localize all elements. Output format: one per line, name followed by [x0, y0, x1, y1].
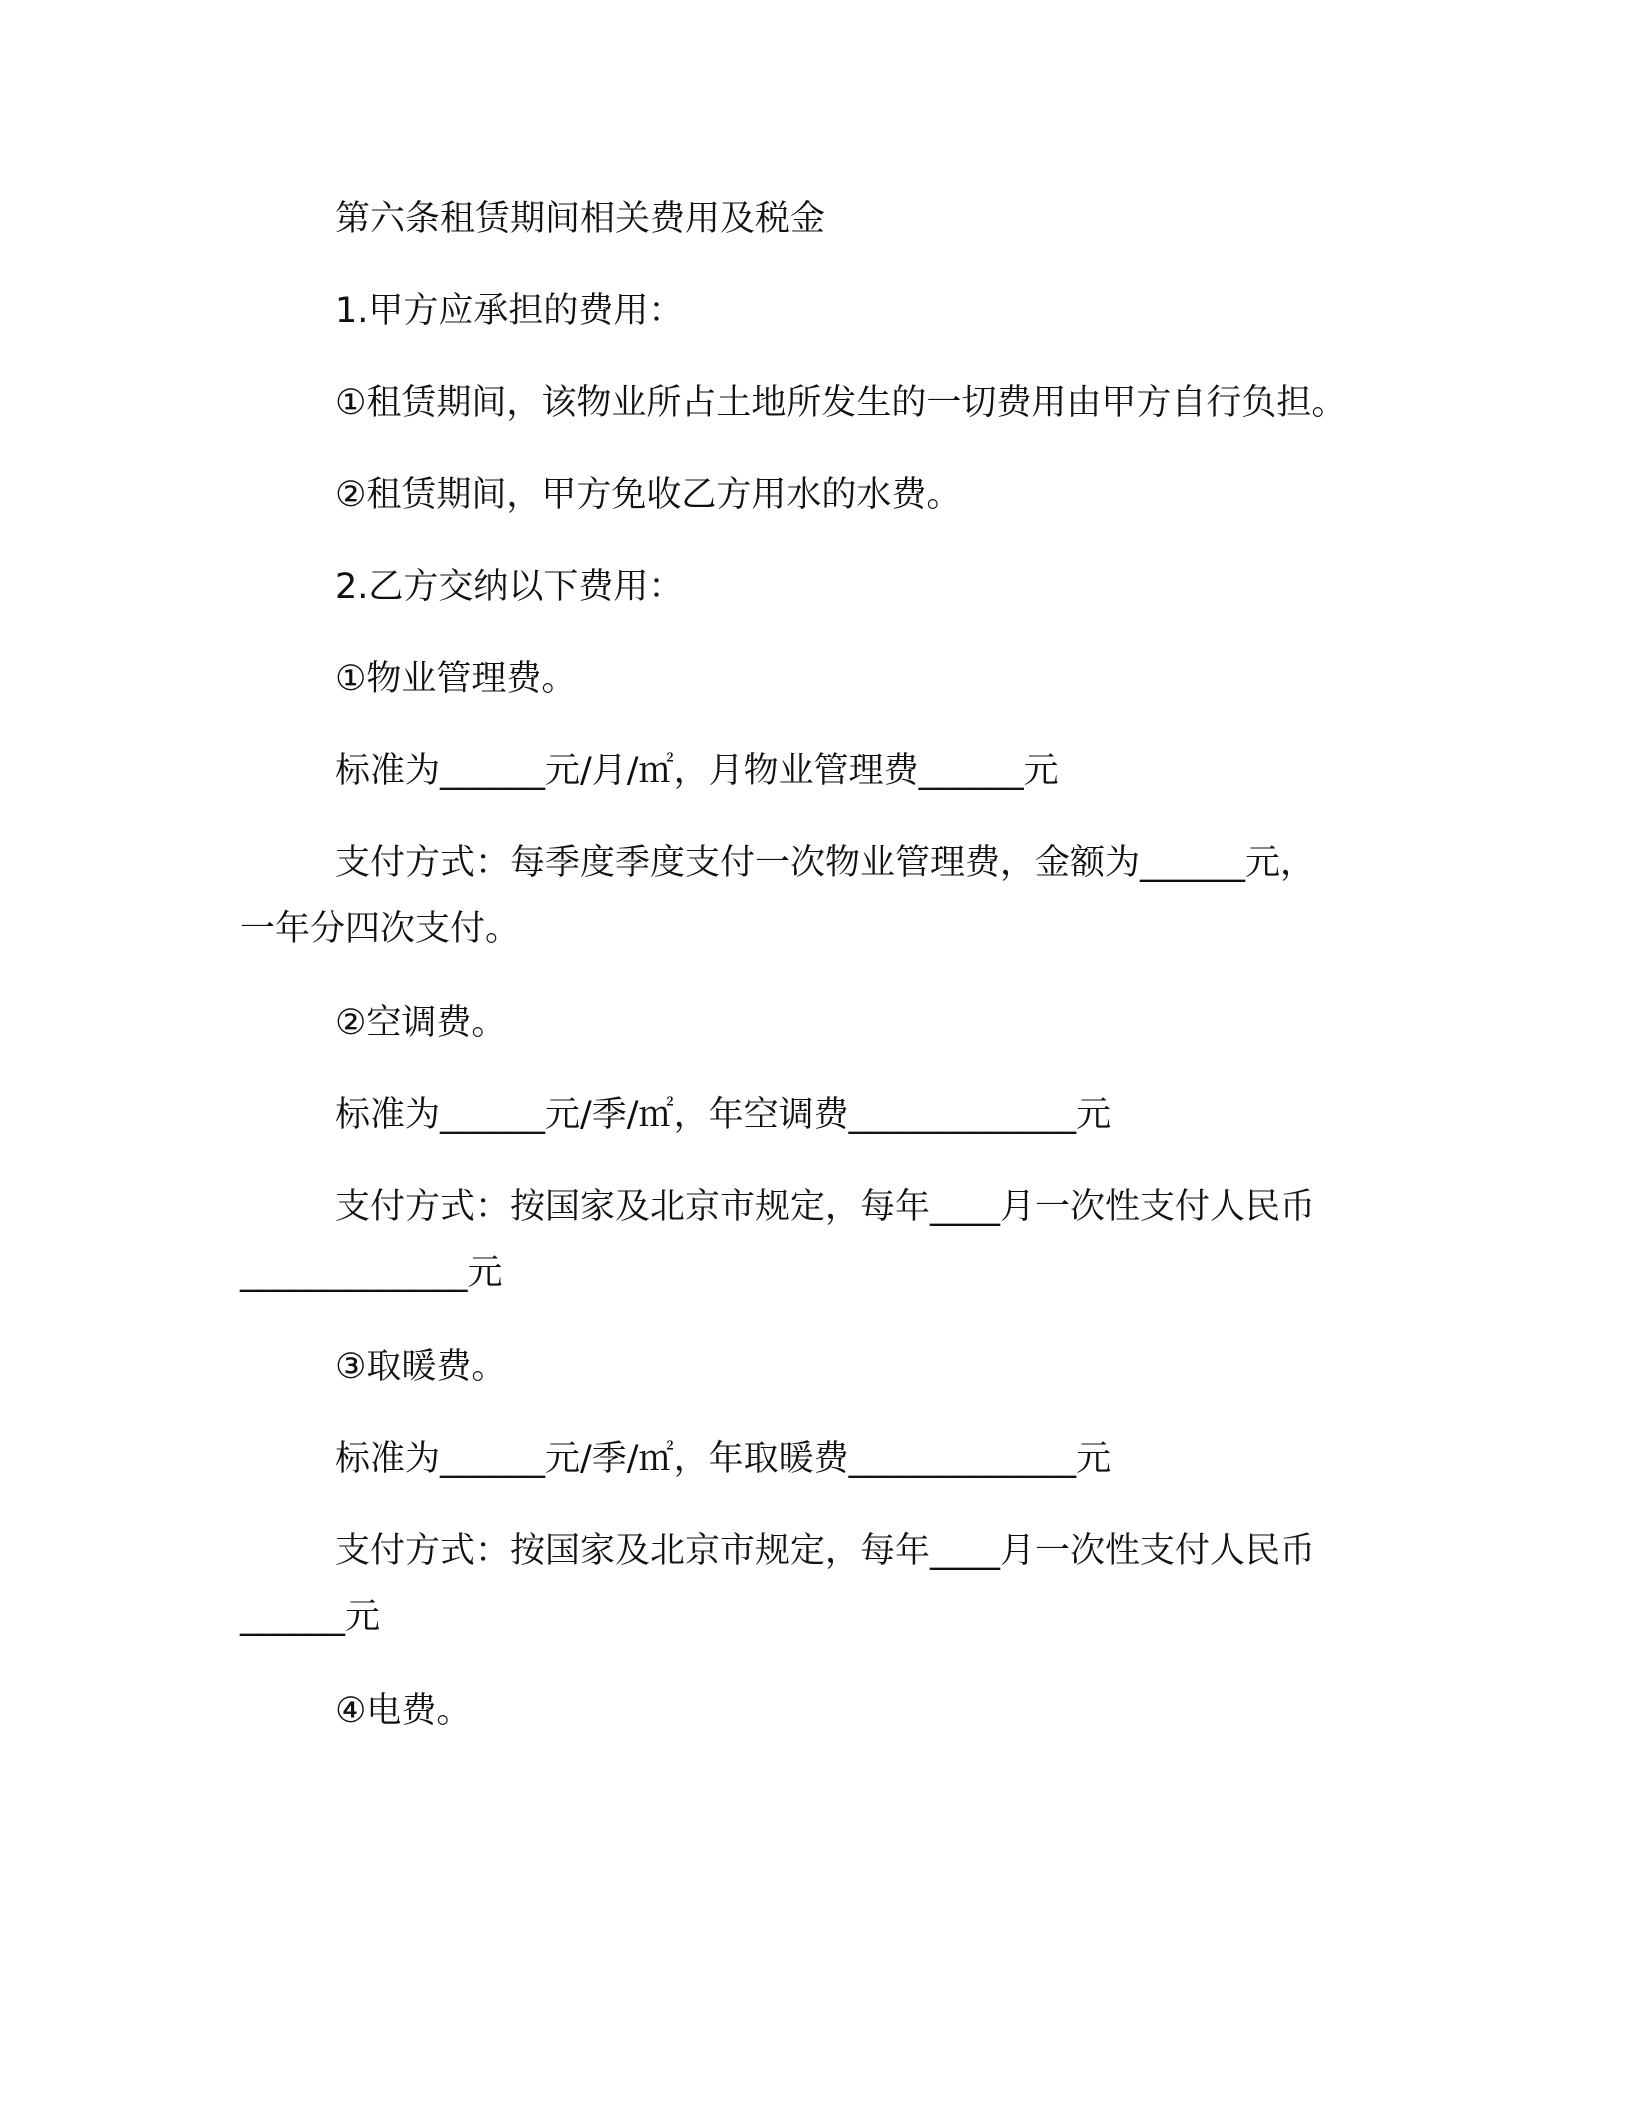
heating-fee-heading: ③取暖费。 [335, 1347, 507, 1387]
clause-2-heading: 2.乙方交纳以下费用： [335, 567, 684, 607]
heating-fee-payment: 支付方式：按国家及北京市规定，每年____月一次性支付人民币 [335, 1531, 1316, 1571]
heating-fee-payment-cont: ______元 [240, 1597, 381, 1637]
heating-fee-standard: 标准为______元/季/㎡，年取暖费_____________元 [335, 1439, 1112, 1479]
ac-fee-payment: 支付方式：按国家及北京市规定，每年____月一次性支付人民币 [335, 1187, 1316, 1227]
ac-fee-payment-cont: _____________元 [240, 1253, 503, 1293]
property-fee-heading: ①物业管理费。 [335, 659, 577, 699]
clause-1-item-1: ①租赁期间，该物业所占土地所发生的一切费用由甲方自行负担。 [335, 383, 1347, 423]
property-fee-standard: 标准为______元/月/㎡，月物业管理费______元 [335, 751, 1059, 791]
ac-fee-heading: ②空调费。 [335, 1003, 507, 1043]
property-fee-payment: 支付方式：每季度季度支付一次物业管理费，金额为______元， [335, 843, 1316, 883]
electricity-fee-heading: ④电费。 [335, 1691, 472, 1731]
clause-1-item-2: ②租赁期间，甲方免收乙方用水的水费。 [335, 475, 962, 515]
property-fee-payment-cont: 一年分四次支付。 [240, 909, 521, 949]
ac-fee-standard: 标准为______元/季/㎡，年空调费_____________元 [335, 1095, 1112, 1135]
article-heading: 第六条租赁期间相关费用及税金 [335, 199, 826, 239]
clause-1-heading: 1.甲方应承担的费用： [335, 291, 684, 331]
